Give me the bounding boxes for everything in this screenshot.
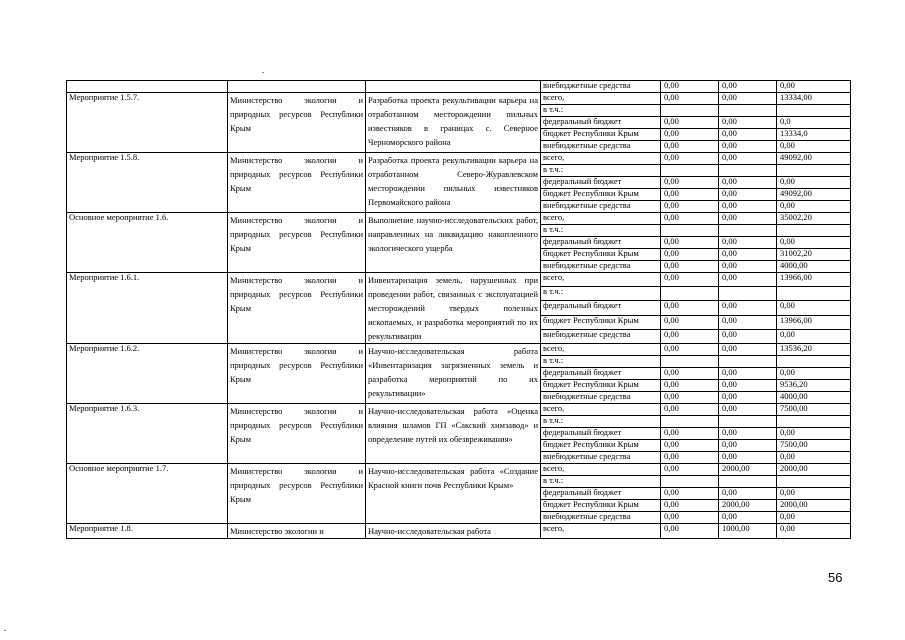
amount-total: 4000,00 <box>777 261 851 273</box>
funding-source-label: федеральный бюджет <box>541 428 661 440</box>
funding-source-label: федеральный бюджет <box>541 368 661 380</box>
funding-source-label: всего, <box>541 273 661 287</box>
amount-year-1: 0,00 <box>661 315 719 329</box>
funding-source-label: всего, <box>541 464 661 476</box>
amount-total: 7500,00 <box>777 404 851 416</box>
funding-source-label: бюджет Республики Крым <box>541 189 661 201</box>
amount-total: 2000,00 <box>777 500 851 512</box>
table-row <box>67 464 851 476</box>
measure-executor: Министерство экологии и природных ресурсов Республики Крым <box>228 404 366 464</box>
funding-source-label: в т.ч.: <box>541 225 661 237</box>
funding-table <box>66 80 851 539</box>
funding-source-label: внебюджетные средства <box>541 392 661 404</box>
funding-source-label: всего, <box>541 213 661 225</box>
measure-description: Научно-исследовательская работа «Оценка влияния шламов ГП «Сакский химзавод» и определение путей их обезвреживания» <box>366 404 541 464</box>
amount-total: 0,00 <box>777 329 851 343</box>
amount-total: 49092,00 <box>777 189 851 201</box>
measure-description: Разработка проекта рекультивации карьера на отработанном Северо-Журавлевском месторождении пильных известняков Первомайского района <box>366 153 541 213</box>
measure-title: Основное мероприятие 1.7. <box>67 464 228 524</box>
funding-source-label: в т.ч.: <box>541 165 661 177</box>
amount-year-2: 0,00 <box>719 301 777 315</box>
amount-total: 35002,20 <box>777 213 851 225</box>
amount-year-2 <box>719 476 777 488</box>
amount-total: 7500,00 <box>777 440 851 452</box>
measure-title: Основное мероприятие 1.6. <box>67 213 228 273</box>
amount-year-2: 2000,00 <box>719 464 777 476</box>
amount-year-1: 0,00 <box>661 392 719 404</box>
measure-executor: Министерство экологии и природных ресурсов Республики Крым <box>228 213 366 273</box>
measure-executor: Министерство экологии и природных ресурсов Республики Крым <box>228 464 366 524</box>
table-row <box>67 344 851 356</box>
amount-year-1 <box>661 476 719 488</box>
funding-source-label: всего, <box>541 153 661 165</box>
amount-total: 13536,20 <box>777 344 851 356</box>
amount-year-2: 0,00 <box>719 452 777 464</box>
amount-year-1: 0,00 <box>661 177 719 189</box>
amount-total: 0,00 <box>777 201 851 213</box>
table-row <box>67 213 851 225</box>
scan-speck <box>4 630 6 631</box>
amount-year-2: 0,00 <box>719 428 777 440</box>
amount-year-1 <box>661 225 719 237</box>
table-row <box>67 273 851 287</box>
empty-cell <box>228 81 366 93</box>
amount-total: 0,00 <box>777 524 851 539</box>
amount-year-2: 0,00 <box>719 380 777 392</box>
amount-year-2 <box>719 225 777 237</box>
amount-year-1: 0,00 <box>661 344 719 356</box>
amount-year-2 <box>719 356 777 368</box>
amount-year-2: 0,00 <box>719 315 777 329</box>
amount-total <box>777 165 851 177</box>
funding-source-label: федеральный бюджет <box>541 301 661 315</box>
funding-source-label: всего, <box>541 404 661 416</box>
amount-year-1: 0,00 <box>661 273 719 287</box>
funding-source-label: внебюджетные средства <box>541 201 661 213</box>
amount-total: 0,00 <box>777 452 851 464</box>
amount-year-1: 0,00 <box>661 500 719 512</box>
amount-year-1: 0,00 <box>661 141 719 153</box>
measure-executor: Министерство экологии и природных ресурсов Республики Крым <box>228 93 366 153</box>
amount-year-1: 0,00 <box>661 524 719 539</box>
amount-year-1: 0,00 <box>661 261 719 273</box>
amount-year-1 <box>661 165 719 177</box>
funding-source-label: бюджет Республики Крым <box>541 249 661 261</box>
empty-cell <box>366 81 541 93</box>
amount-year-1 <box>661 105 719 117</box>
amount-total <box>777 105 851 117</box>
amount-total: 0,00 <box>777 488 851 500</box>
amount-year-2: 1000,00 <box>719 524 777 539</box>
amount-total <box>777 476 851 488</box>
amount-year-1 <box>661 356 719 368</box>
funding-source-label: всего, <box>541 93 661 105</box>
measure-title: Мероприятие 1.5.7. <box>67 93 228 153</box>
amount-total: 0,0 <box>777 117 851 129</box>
amount-year-1: 0,00 <box>661 380 719 392</box>
amount-year-1: 0,00 <box>661 301 719 315</box>
amount-total: 0,00 <box>777 177 851 189</box>
amount-year-1: 0,00 <box>661 237 719 249</box>
amount-year-2: 0,00 <box>719 440 777 452</box>
measure-description: Инвентаризация земель, нарушенных при проведении работ, связанных с эксплуатацией месторождений твердых полезных ископаемых, и разработка мероприятий по их рекультивации <box>366 273 541 344</box>
amount-year-2 <box>719 165 777 177</box>
funding-source-label: федеральный бюджет <box>541 488 661 500</box>
funding-source-label: в т.ч.: <box>541 476 661 488</box>
amount-total: 0,00 <box>777 237 851 249</box>
measure-title: Мероприятие 1.6.3. <box>67 404 228 464</box>
funding-source-label: в т.ч.: <box>541 105 661 117</box>
measure-executor: Министерство экологии и <box>228 524 366 539</box>
amount-year-2: 0,00 <box>719 117 777 129</box>
funding-source-label: внебюджетные средства <box>541 329 661 343</box>
amount-year-2 <box>719 287 777 301</box>
amount-total: 31002,20 <box>777 249 851 261</box>
funding-source-label: федеральный бюджет <box>541 237 661 249</box>
amount-year-1: 0,00 <box>661 452 719 464</box>
funding-source-label: в т.ч.: <box>541 416 661 428</box>
amount-total <box>777 287 851 301</box>
amount-total: 0,00 <box>777 81 851 93</box>
funding-source-label: внебюджетные средства <box>541 81 661 93</box>
amount-year-2: 0,00 <box>719 404 777 416</box>
amount-total: 49092,00 <box>777 153 851 165</box>
amount-total: 0,00 <box>777 141 851 153</box>
amount-year-1: 0,00 <box>661 153 719 165</box>
page-number: 56 <box>828 570 843 585</box>
amount-year-2: 0,00 <box>719 273 777 287</box>
amount-year-2: 0,00 <box>719 177 777 189</box>
measure-executor: Министерство экологии и природных ресурсов Республики Крым <box>228 273 366 344</box>
funding-source-label: всего, <box>541 344 661 356</box>
amount-total: 0,00 <box>777 428 851 440</box>
amount-year-2: 0,00 <box>719 368 777 380</box>
funding-source-label: бюджет Республики Крым <box>541 440 661 452</box>
measure-description: Разработка проекта рекультивации карьера на отработанном месторождении пильных известняков в границах с. Северное Черноморского района <box>366 93 541 153</box>
amount-year-1: 0,00 <box>661 249 719 261</box>
funding-source-label: внебюджетные средства <box>541 261 661 273</box>
amount-year-2: 0,00 <box>719 488 777 500</box>
amount-year-2: 0,00 <box>719 153 777 165</box>
amount-year-1: 0,00 <box>661 464 719 476</box>
amount-year-1: 0,00 <box>661 189 719 201</box>
amount-total: 0,00 <box>777 512 851 524</box>
amount-total: 2000,00 <box>777 464 851 476</box>
amount-total <box>777 356 851 368</box>
table-row <box>67 153 851 165</box>
amount-year-1: 0,00 <box>661 201 719 213</box>
funding-source-label: федеральный бюджет <box>541 177 661 189</box>
measure-title: Мероприятие 1.8. <box>67 524 228 539</box>
amount-total: 13966,00 <box>777 273 851 287</box>
amount-year-2 <box>719 416 777 428</box>
amount-year-1 <box>661 416 719 428</box>
amount-year-2: 0,00 <box>719 512 777 524</box>
funding-source-label: бюджет Республики Крым <box>541 380 661 392</box>
measure-title: Мероприятие 1.6.2. <box>67 344 228 404</box>
table-row <box>67 404 851 416</box>
funding-source-label: бюджет Республики Крым <box>541 315 661 329</box>
funding-source-label: в т.ч.: <box>541 356 661 368</box>
measure-description: Научно-исследовательская работа <box>366 524 541 539</box>
measure-executor: Министерство экологии и природных ресурсов Республики Крым <box>228 153 366 213</box>
amount-year-1: 0,00 <box>661 440 719 452</box>
amount-year-1: 0,00 <box>661 368 719 380</box>
amount-year-2: 0,00 <box>719 141 777 153</box>
amount-year-1: 0,00 <box>661 428 719 440</box>
amount-year-2: 0,00 <box>719 201 777 213</box>
scan-speck <box>262 72 264 73</box>
amount-year-1: 0,00 <box>661 117 719 129</box>
table-row <box>67 524 851 539</box>
funding-source-label: всего, <box>541 524 661 539</box>
amount-year-1: 0,00 <box>661 81 719 93</box>
amount-year-1: 0,00 <box>661 404 719 416</box>
funding-table-body <box>67 81 851 539</box>
amount-year-1: 0,00 <box>661 512 719 524</box>
funding-source-label: бюджет Республики Крым <box>541 500 661 512</box>
amount-year-1: 0,00 <box>661 93 719 105</box>
amount-total: 9536,20 <box>777 380 851 392</box>
measure-title: Мероприятие 1.6.1. <box>67 273 228 344</box>
amount-year-2: 0,00 <box>719 344 777 356</box>
empty-cell <box>67 81 228 93</box>
measure-description: Научно-исследовательская работа «Инвентаризация загрязненных земель и разработка мероприятий по их рекультивации» <box>366 344 541 404</box>
amount-total: 13334,0 <box>777 129 851 141</box>
amount-year-2: 0,00 <box>719 392 777 404</box>
amount-total: 0,00 <box>777 368 851 380</box>
measure-description: Выполнение научно-исследовательских работ, направленных на ликвидацию накопленного экологического ущерба <box>366 213 541 273</box>
table-row <box>67 81 851 93</box>
funding-source-label: внебюджетные средства <box>541 452 661 464</box>
measure-description: Научно-исследовательская работа «Создание Красной книги почв Республики Крым» <box>366 464 541 524</box>
amount-total <box>777 416 851 428</box>
measure-executor: Министерство экологии и природных ресурсов Республики Крым <box>228 344 366 404</box>
amount-year-2: 0,00 <box>719 189 777 201</box>
amount-total: 13966,00 <box>777 315 851 329</box>
amount-year-2: 0,00 <box>719 329 777 343</box>
amount-year-2 <box>719 105 777 117</box>
amount-total: 13334,00 <box>777 93 851 105</box>
amount-total: 0,00 <box>777 301 851 315</box>
funding-source-label: бюджет Республики Крым <box>541 129 661 141</box>
amount-year-1: 0,00 <box>661 213 719 225</box>
measure-title: Мероприятие 1.5.8. <box>67 153 228 213</box>
amount-year-2: 0,00 <box>719 261 777 273</box>
funding-source-label: в т.ч.: <box>541 287 661 301</box>
amount-year-2: 0,00 <box>719 129 777 141</box>
funding-source-label: внебюджетные средства <box>541 141 661 153</box>
amount-total <box>777 225 851 237</box>
amount-year-2: 0,00 <box>719 93 777 105</box>
amount-year-1 <box>661 287 719 301</box>
amount-year-2: 0,00 <box>719 249 777 261</box>
amount-year-2: 0,00 <box>719 237 777 249</box>
amount-year-2: 0,00 <box>719 213 777 225</box>
amount-year-1: 0,00 <box>661 488 719 500</box>
amount-year-2: 0,00 <box>719 81 777 93</box>
amount-total: 4000,00 <box>777 392 851 404</box>
table-row <box>67 93 851 105</box>
funding-source-label: федеральный бюджет <box>541 117 661 129</box>
amount-year-1: 0,00 <box>661 129 719 141</box>
amount-year-2: 2000,00 <box>719 500 777 512</box>
amount-year-1: 0,00 <box>661 329 719 343</box>
funding-source-label: внебюджетные средства <box>541 512 661 524</box>
